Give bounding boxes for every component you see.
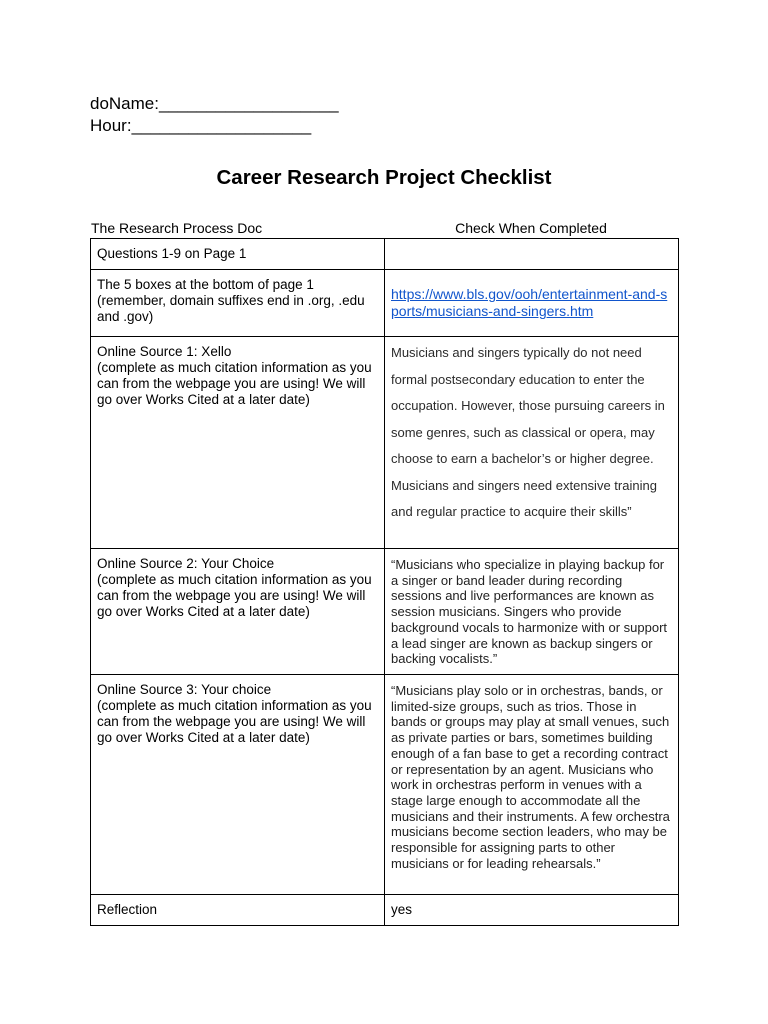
column-header-research-doc: The Research Process Doc (91, 220, 263, 236)
response-cell (385, 337, 679, 549)
checklist-table (90, 238, 679, 926)
task-note: (complete as much citation information as you can from the webpage you are using! We will go over Works Cited at a later date) (97, 698, 372, 745)
table-row (91, 675, 679, 895)
response-text: “Musicians play solo or in orchestras, bands, or limited-size groups, such as trios. Those in bands or groups may play at small venues, such as private parties or bars, sometimes building enough of a fan base to get a recording contract or representation by an agent. Musicians who work in orchestras perform in venues with a stage large enough to accommodate all the musicians and their instruments. A few orchestra musicians become section leaders, who may be responsible for assigning parts to other musicians or for leading rehearsals.” (391, 683, 670, 871)
task-cell (91, 549, 385, 675)
response-cell (385, 270, 679, 337)
response-cell[interactable] (385, 239, 679, 270)
source-link[interactable]: https://www.bls.gov/ooh/entertainment-and-sports/musicians-and-singers.htm (391, 286, 668, 319)
task-cell (91, 239, 385, 270)
task-note: (complete as much citation information as you can from the webpage you are using! We will go over Works Cited at a later date) (97, 360, 372, 407)
page-title: Career Research Project Checklist (216, 166, 552, 189)
task-label: Reflection (97, 902, 158, 917)
table-row (91, 549, 679, 675)
task-cell (91, 895, 385, 926)
task-label: Online Source 3: Your choice (97, 682, 272, 697)
response-cell (385, 895, 679, 926)
task-note: (remember, domain suffixes end in .org, .edu and .gov) (97, 293, 365, 324)
task-note: (complete as much citation information as you can from the webpage you are using! We will go over Works Cited at a later date) (97, 572, 372, 619)
table-row (91, 239, 679, 270)
hour-field: Hour:___________________ (90, 116, 312, 135)
task-cell (91, 337, 385, 549)
task-cell (91, 675, 385, 895)
response-text: yes (391, 902, 413, 917)
column-header-check: Check When Completed (455, 220, 607, 236)
response-text: “Musicians who specialize in playing backup for a singer or band leader during recording sessions and live performances are known as session musicians. Singers who provide background vocals to harmonize with or support a lead singer are known as backup singers or backing vocalists.” (391, 557, 668, 667)
table-row (91, 895, 679, 926)
name-field: doName:___________________ (90, 94, 339, 113)
task-label: The 5 boxes at the bottom of page 1 (97, 277, 314, 292)
task-label: Online Source 1: Xello (97, 344, 232, 359)
table-row (91, 337, 679, 549)
task-cell (91, 270, 385, 337)
response-text: Musicians and singers typically do not need formal postsecondary education to enter the occupation. However, those pursuing careers in some genres, such as classical or opera, may choose to earn a bachelor’s or higher degree. Musicians and singers need extensive training and regular practice to acquire their skills” (391, 345, 665, 519)
task-label: Questions 1-9 on Page 1 (97, 246, 247, 261)
table-row (91, 270, 679, 337)
response-cell (385, 549, 679, 675)
task-label: Online Source 2: Your Choice (97, 556, 275, 571)
response-cell (385, 675, 679, 895)
